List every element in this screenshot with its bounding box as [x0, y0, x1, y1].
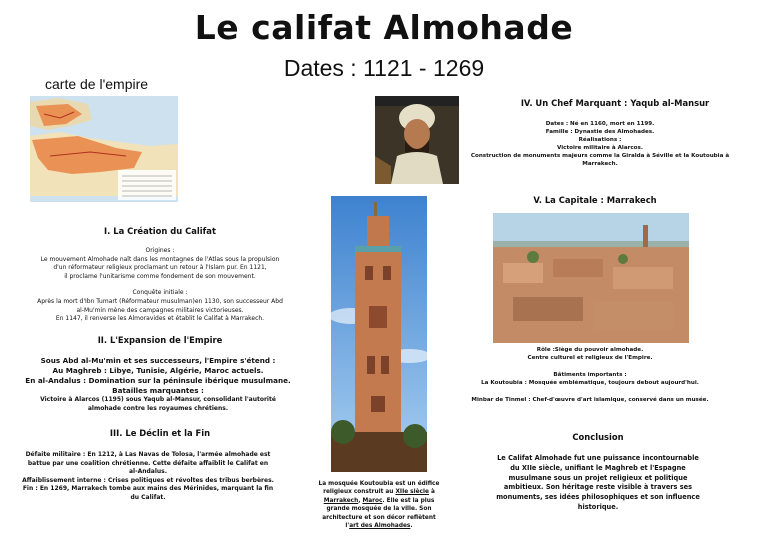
caption-line: La mosquée Koutoubia est un édifice: [318, 481, 440, 487]
koutoubia-tower-image: [331, 196, 427, 472]
section-5-heading: V. La Capitale : Marrakech: [533, 195, 657, 205]
origins-title: Origines :: [145, 247, 175, 254]
conclusion-line: Le Califat Almohade fut une puissance incontournable: [497, 454, 699, 462]
decline-line: Fin : En 1269, Marrakech tombe aux mains des Mérinides, marquant la fin: [22, 485, 274, 493]
capital-line: La Koutoubia : Mosquée emblématique, toujours debout aujourd'hui.: [481, 380, 699, 387]
capital-line: Bâtiments importants :: [553, 371, 627, 378]
decline-line: battue par une coalition chrétienne. Cette défaite affaiblit le Califat en: [27, 459, 269, 467]
expansion-line: Batailles marquantes :: [112, 386, 204, 395]
conquest-line: En 1147, il renverse les Almoravides et établit le Califat à Marrakech.: [55, 315, 265, 323]
map-label: carte de l'empire: [45, 76, 149, 92]
caption-line: architecture et son décor reflètent: [322, 514, 436, 521]
leader-line: Construction de monuments majeurs comme la Giralda à Séville et la Koutoubia à: [470, 153, 730, 159]
decline-line: du Califat.: [130, 493, 166, 501]
origins-line: Le mouvement Almohade naît dans les montagnes de l'Atlas sous la propulsion: [40, 255, 280, 263]
expansion-line: Victoire à Alarcos (1195) sous Yaqub al-Mansur, consolidant l'autorité: [40, 396, 276, 403]
empire-map-image: [30, 96, 178, 202]
expansion-line: Sous Abd al-Mu'min et ses successeurs, l'Empire s'étend :: [40, 356, 276, 365]
leader-line: Réalisations :: [578, 137, 622, 143]
conquest-line: Après la mort d'Ibn Tumart (Réformateur musulman)en 1130, son successeur Abd: [37, 297, 283, 305]
page-dates: Dates : 1121 - 1269: [283, 55, 485, 81]
decline-line: Défaite militaire : En 1212, à Las Navas de Tolosa, l'armée almohade est: [25, 451, 271, 458]
section-1-heading: I. La Création du Califat: [104, 226, 216, 236]
conclusion-line: monuments, ses idées philosophiques et son influence: [496, 493, 700, 502]
conclusion-line: ambitieux. Son héritage reste visible à travers ses: [503, 483, 693, 492]
section-2-heading: II. L'Expansion de l'Empire: [97, 335, 223, 345]
decline-line: Affaiblissement interne : Crises politiques et révoltes des tribus berbères.: [22, 476, 274, 484]
tower-drawing: [331, 196, 427, 472]
expansion-line: almohade contre les royaumes chrétiens.: [87, 404, 229, 412]
conquest-title: Conquête initiale :: [132, 289, 188, 297]
marrakech-city-image: [493, 213, 689, 343]
link-art-almohades[interactable]: art des Almohades: [349, 523, 411, 530]
link-maroc[interactable]: Maroc: [362, 497, 383, 504]
section-3-text: [0, 451, 296, 503]
section-4-text: [450, 120, 750, 168]
decline-line: al-Andalus.: [128, 468, 168, 476]
capital-line: Centre culturel et religieux de l'Empire.: [527, 355, 653, 362]
portrait-drawing: [375, 96, 459, 184]
capital-line: Rôle :Siège du pouvoir almohade.: [536, 347, 644, 353]
conquest-line: al-Mu'min mène des campagnes militaires victorieuses.: [76, 306, 244, 314]
leader-line: Famille : Dynastie des Almohades.: [545, 129, 655, 135]
caption-line: grande mosquée de la ville. Son: [326, 506, 432, 513]
conclusion-text: [470, 454, 726, 513]
link-xiie-siecle[interactable]: XIIe siècle: [395, 489, 429, 496]
leader-line: Marrakech.: [582, 161, 618, 167]
section-4-heading: IV. Un Chef Marquant : Yaqub al-Mansur: [520, 98, 710, 108]
origins-line: il proclame l'unitarisme comme fondement de son mouvement.: [64, 272, 256, 280]
empire-map-drawing: [30, 96, 178, 202]
link-marrakech[interactable]: Marrakech: [323, 497, 359, 504]
page-title: Le califat Almohade: [194, 8, 574, 47]
expansion-line: En al-Andalus : Domination sur la péninsule ibérique musulmane.: [25, 376, 291, 385]
conclusion-line: historique.: [577, 502, 619, 511]
capital-line: Minbar de Tinmel : Chef-d'œuvre d'art islamique, conservé dans un musée.: [471, 396, 709, 403]
section-2-text: [0, 356, 316, 413]
leader-line: Victoire militaire à Alarcos.: [557, 145, 643, 151]
section-1-text: [0, 247, 320, 324]
leader-line: Dates : Né en 1160, mort en 1199.: [545, 121, 655, 127]
expansion-line: Au Maghreb : Libye, Tunisie, Algérie, Maroc actuels.: [52, 366, 264, 375]
section-5-text: [470, 346, 710, 404]
yaqub-portrait-image: [375, 96, 459, 184]
section-3-heading: III. Le Déclin et la Fin: [109, 428, 211, 438]
conclusion-line: du XIIe siècle, unifiant le Maghreb et l'Espagne: [510, 463, 686, 472]
conclusion-heading: Conclusion: [572, 432, 624, 442]
city-drawing: [493, 213, 689, 343]
conclusion-line: musulmane sous un projet religieux et politique: [508, 473, 688, 482]
tower-caption: La mosquée Koutoubia est un édifice religieux construit au XIIe siècle à Marrakech, Maroc. Elle est la plus grande mosquée de la ville. Son architecture et son décor reflètent l'art des Almohades.: [304, 480, 454, 530]
origins-line: d'un réformateur religieux proclamant un retour à l'Islam pur. En 1121,: [53, 264, 267, 272]
